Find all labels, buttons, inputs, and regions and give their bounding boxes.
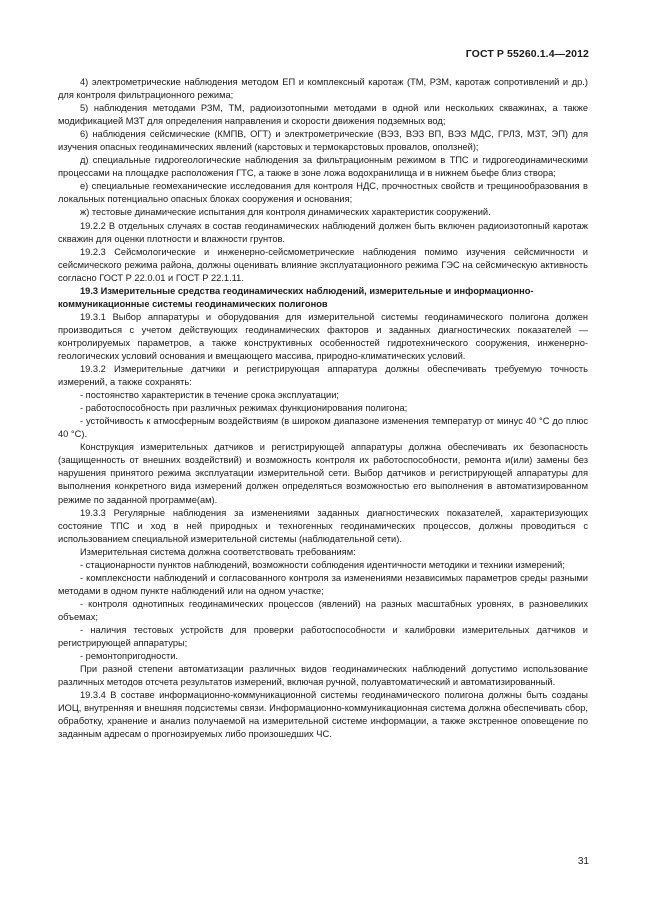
- paragraph: 19.3.1 Выбор аппаратуры и оборудования для измерительной системы геодинамического полигона должен производиться с учетом действующих геодинамических факторов и заданных диагностических показателей — контролируемых параметров, а также конструктивных особенностей гидротехнического сооружения, инженерно-геологических условий основания и вмещающего массива, природно-климатических условий.: [58, 311, 588, 361]
- document-body: [58, 76, 588, 741]
- list-item: - устойчивость к атмосферным воздействиям (в широком диапазоне изменения температур от минус 40 °С до плюс 40 °С).: [58, 416, 588, 440]
- paragraph: 19.3.3 Регулярные наблюдения за изменениями заданных диагностических показателей, характеризующих состояние ТПС и ход в ней природных и техногенных геодинамических процессов, должны проводиться с использованием специальной измерительной системы (наблюдательной сети).: [58, 507, 588, 544]
- paragraph: 19.3.2 Измерительные датчики и регистрирующая аппаратура должны обеспечивать требуемую точность измерений, а также сохранять:: [58, 364, 588, 388]
- paragraph: 19.3.4 В составе информационно-коммуникационной системы геодинамического полигона должны быть созданы ИОЦ, внутренняя и внешняя подсистемы связи. Информационно-коммуникационная система должна обеспечивать сбор, обработку, хранение и анализ получаемой на измерительной системе информации, а также экстренное оповещение по заданным адресам о прогнозируемых либо произошедших ЧС.: [58, 690, 588, 740]
- paragraph: 6) наблюдения сейсмические (КМПВ, ОГТ) и электрометрические (ВЭЗ, ВЭЗ ВП, ВЭЗ МДС, ГРЛЗ, МЗТ, ЭП) для изучения опасных геодинамических явлений (карстовых и термокарстовых провалов, оползней);: [58, 129, 588, 153]
- paragraph: Конструкция измерительных датчиков и регистрирующей аппаратуры должна обеспечивать их безопасность (защищенность от внешних воздействий) и возможность контроля их работоспособности, ремонта и(или) замены без нарушения принятого режима эксплуатации измерительной сети. Выбор датчиков и регистрирующей аппаратуры для выполнения конкретного вида измерений должен определяться возможностью его выполнения в автоматизированном режиме по заданной программе(ам).: [58, 442, 588, 505]
- list-item: - стационарности пунктов наблюдений, возможности соблюдения идентичности методики и техники измерений;: [80, 559, 565, 570]
- paragraph: 19.2.2 В отдельных случаях в состав геодинамических наблюдений должен быть включен радиоизотопный каротаж скважин для оценки плотности и влажности грунтов.: [58, 220, 588, 244]
- paragraph: Измерительная система должна соответствовать требованиям:: [80, 546, 356, 557]
- list-item: - постоянство характеристик в течение срока эксплуатации;: [80, 390, 339, 401]
- paragraph: 4) электрометрические наблюдения методом ЕП и комплексный каротаж (ТМ, РЗМ, каротаж сопротивлений и др.) для контроля фильтрационного режима;: [58, 77, 588, 101]
- section-heading: 19.3 Измерительные средства геодинамических наблюдений, измерительные и информационно-коммуникационные системы геодинамических полигонов: [58, 285, 534, 309]
- paragraph: При разной степени автоматизации различных видов геодинамических наблюдений допустимо использование различных методов отсчета результатов измерений, включая ручной, полуавтоматический и автоматизированный.: [58, 664, 588, 688]
- list-item: - наличия тестовых устройств для проверки работоспособности и калибровки измерительных датчиков и регистрирующей аппаратуры;: [58, 624, 588, 649]
- list-item: - контроля однотипных геодинамических процессов (явлений) на разных масштабных уровнях, в разновеликих объемах;: [58, 598, 588, 622]
- list-item: - комплексности наблюдений и согласованного контроля за изменениями независимых параметров среды разными методами в одном пункте наблюдений или на одном участке;: [58, 572, 588, 596]
- paragraph: ж) тестовые динамические испытания для контроля динамических характеристик сооружений.: [80, 207, 491, 218]
- list-item: - ремонтопригодности.: [80, 651, 179, 662]
- paragraph: 19.2.3 Сейсмологические и инженерно-сейсмометрические наблюдения помимо изучения сейсмичности и сейсмического режима района, должны оценивать влияние эксплуатационного режима ГЭС на сейсмическую активность согласно ГОСТ Р 22.0.01 и ГОСТ Р 22.1.11.: [58, 246, 588, 283]
- list-item: - работоспособность при различных режимах функционирования полигона;: [80, 403, 408, 414]
- standard-code-header: ГОСТ Р 55260.1.4—2012: [465, 48, 589, 60]
- page-number: 31: [577, 856, 589, 867]
- paragraph: д) специальные гидрогеологические наблюдения за фильтрационным режимом в ТПС и гидрогеодинамическими процессами на площадке расположения ГТС, а также в зоне ложа водохранилища и в нижнем бьефе близ створа;: [58, 155, 588, 179]
- paragraph: 5) наблюдения методами РЗМ, ТМ, радиоизотопными методами в одной или нескольких скважинах, а также модификацией МЗТ для определения направления и скорости движения подземных вод;: [58, 103, 588, 127]
- paragraph: е) специальные геомеханические исследования для контроля НДС, прочностных свойств и трещинообразования в локальных потенциально опасных блоках сооружения и основания;: [58, 181, 588, 205]
